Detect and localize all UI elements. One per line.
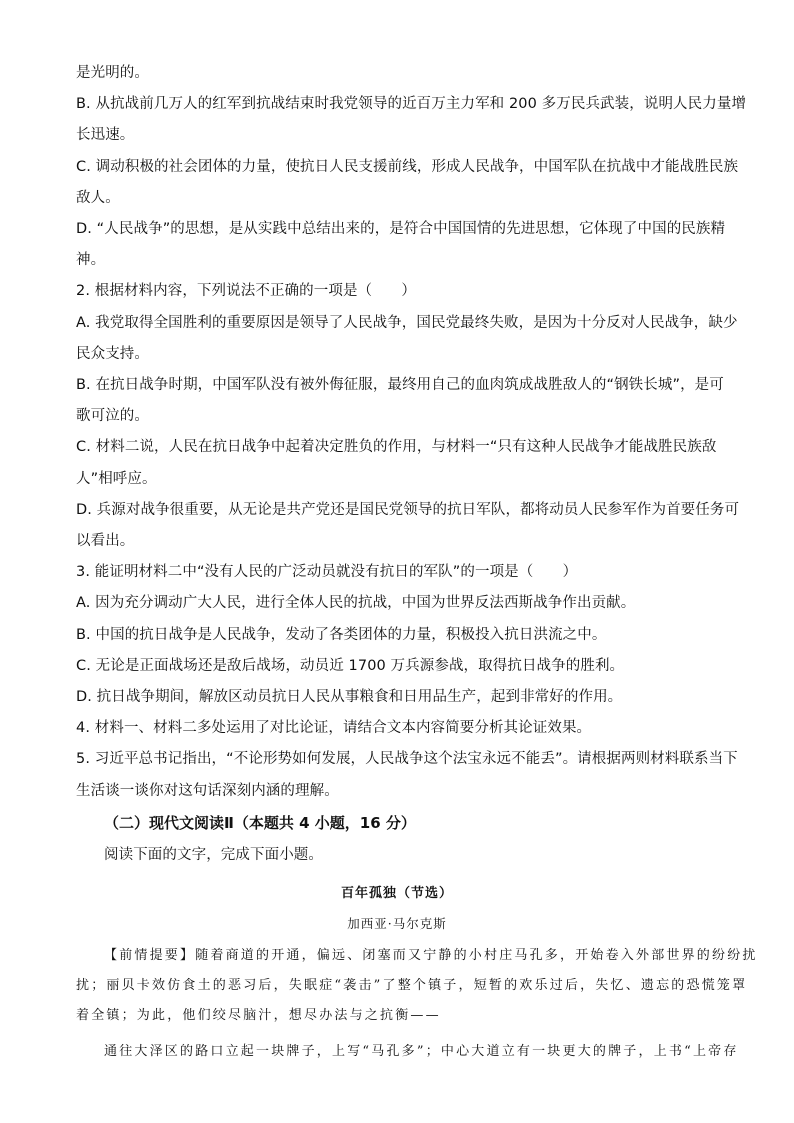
q2-option-a-line2: 民众支持。: [76, 345, 149, 362]
passage-intro: [76, 941, 758, 1031]
q2-option-d-line1: D. 兵源对战争很重要，从无论是共产党还是国民党领导的抗日军队，都将动员人民参军作为首要任务可: [76, 501, 740, 518]
option-c-line2: 敌人。: [76, 189, 120, 206]
q3-option-d: D. 抗日战争期间，解放区动员抗日人民从事粮食和日用品生产，起到非常好的作用。: [76, 689, 623, 706]
q2-option-b-line1: B. 在抗日战争时期，中国军队没有被外侮征服，最终用自己的血肉筑成战胜敌人的“钢铁长城”，是可: [76, 377, 724, 394]
q2-option-b-line2: 歌可泣的。: [76, 408, 149, 425]
option-a-tail: 是光明的。: [76, 65, 149, 81]
intro-line2: 扰；丽贝卡效仿食土的恶习后，失眠症“袭击”了整个镇子，短暂的欢乐过后，失忆、遗忘的恐慌笼罩: [76, 978, 748, 994]
q2-option-a-line1: A. 我党取得全国胜利的重要原因是领导了人民战争，国民党最终失败，是因为十分反对人民战争，缺少: [76, 314, 738, 331]
question-1-options: [76, 58, 747, 276]
question-3-stem: 3. 能证明材料二中“没有人民的广泛动员就没有抗日的军队”的一项是（ ）: [76, 564, 578, 581]
q2-option-d-line2: 以看出。: [76, 533, 135, 550]
q2-option-c-line2: 人”相呼应。: [76, 470, 157, 487]
intro-line3: 着全镇；为此，他们绞尽脑汁，想尽办法与之抗衡——: [76, 1008, 441, 1024]
question-4: 4. 材料一、材料二多处运用了对比论证，请结合文本内容简要分析其论证效果。: [76, 720, 592, 737]
option-d-line1: D. “人民战争”的思想，是从实践中总结出来的，是符合中国国情的先进思想，它体现了中国的民族精: [76, 221, 726, 238]
q3-option-b: B. 中国的抗日战争是人民战争，发动了各类团体的力量，积极投入抗日洪流之中。: [76, 626, 607, 643]
option-d-line2: 神。: [76, 252, 106, 269]
question-2-stem: 2. 根据材料内容，下列说法不正确的一项是（ ）: [76, 283, 416, 300]
passage-title: 百年孤独（节选）: [340, 886, 453, 902]
reading-instruction: 阅读下面的文字，完成下面小题。: [104, 846, 323, 863]
passage-author: 加西亚·马尔克斯: [347, 916, 447, 932]
q2-option-c-line1: C. 材料二说，人民在抗日战争中起着决定胜负的作用，与材料一“只有这种人民战争才能战胜民族敌: [76, 439, 717, 456]
question-2: [76, 276, 740, 557]
intro-line1: 【前情提要】随着商道的开通，偏远、闭塞而又宁静的小村庄马孔多，开始卷入外部世界的纷纷扰: [104, 948, 758, 964]
passage-paragraph-1: 通往大泽区的路口立起一块牌子，上写“马孔多”；中心大道立有一块更大的牌子，上书“上帝存: [104, 1044, 739, 1060]
question-5: [76, 744, 738, 806]
section-heading: （二）现代文阅读Ⅱ（本题共 4 小题，16 分）: [104, 813, 416, 832]
q3-option-a: A. 因为充分调动广大人民，进行全体人民的抗战，中国为世界反法西斯战争作出贡献。: [76, 595, 636, 612]
q3-option-c: C. 无论是正面战场还是敌后战场，动员近 1700 万兵源参战，取得抗日战争的胜利。: [76, 657, 625, 674]
question-5-line2: 生活谈一谈你对这句话深刻内涵的理解。: [76, 782, 339, 799]
option-c-line1: C. 调动积极的社会团体的力量，使抗日人民支援前线，形成人民战争，中国军队在抗战中才能战胜民族: [76, 158, 739, 175]
question-3: [76, 557, 718, 713]
option-b-line2: 长迅速。: [76, 127, 135, 144]
question-5-line1: 5. 习近平总书记指出，“不论形势如何发展，人民战争这个法宝永远不能丢”。请根据两则材料联系当下: [76, 751, 738, 768]
option-b-line1: B. 从抗战前几万人的红军到抗战结束时我党领导的近百万主力军和 200 多万民兵武装，说明人民力量增: [76, 96, 747, 113]
